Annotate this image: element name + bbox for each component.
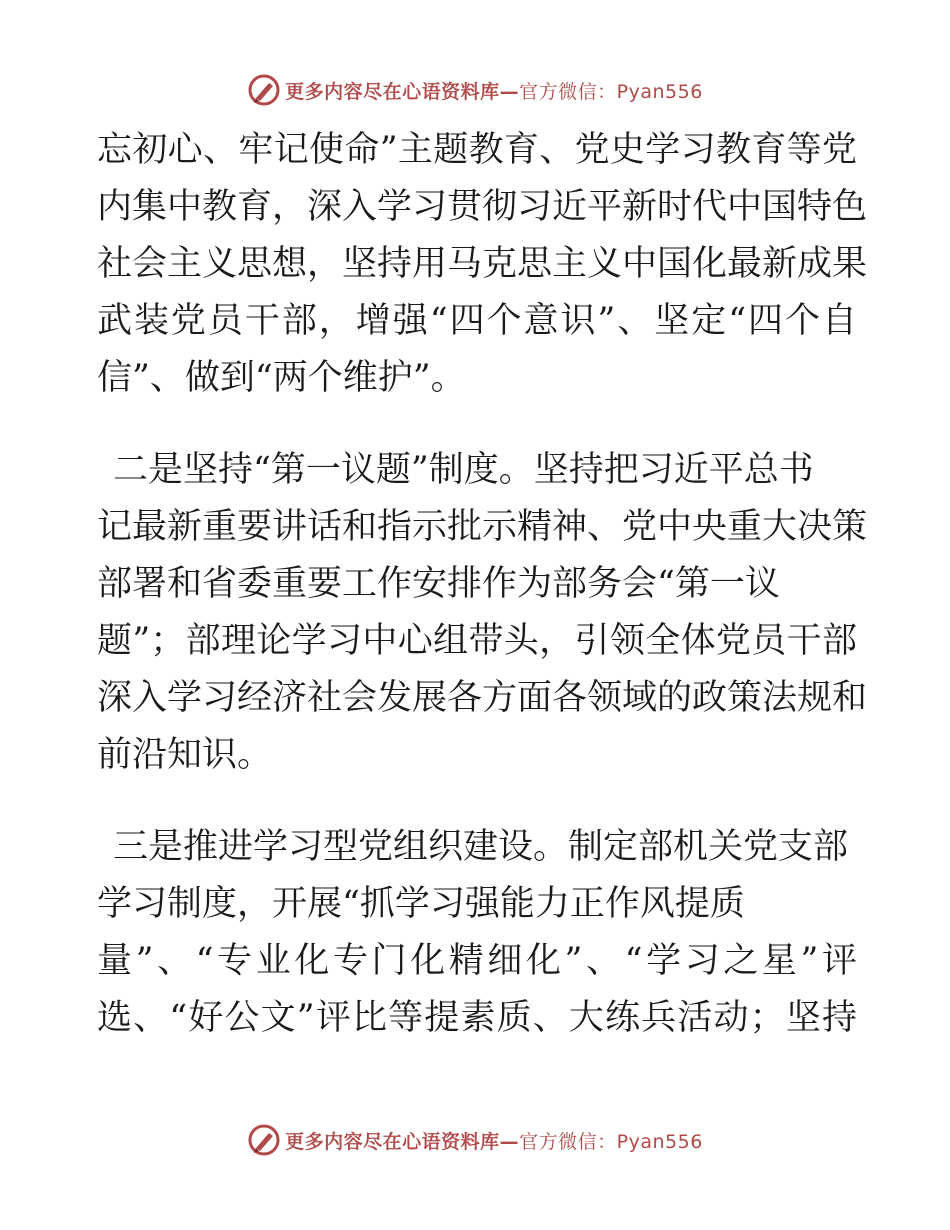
text-line: 记最新重要讲话和指示批示精神、党中央重大决策 (97, 507, 868, 547)
text-line: 前沿知识。 (97, 735, 273, 775)
paragraph-2 (97, 442, 868, 784)
header-banner-separator: — (499, 80, 520, 103)
text-line: 二是坚持“第一议题”制度。坚持把习近平总书 (113, 450, 814, 490)
text-line: 量”、“专业化专门化精细化”、“学习之星”评 (97, 941, 857, 981)
footer-banner-text (285, 1127, 703, 1154)
text-line: 题”；部理论学习中心组带头，引领全体党员干部 (97, 621, 857, 661)
footer-banner-contact: 官方微信：Pyan556 (519, 1130, 703, 1153)
pen-logo-icon (247, 73, 281, 107)
footer-banner-title: 更多内容尽在心语资料库 (285, 1130, 500, 1153)
text-line: 社会主义思想，坚持用马克思主义中国化最新成果 (97, 244, 868, 284)
footer-banner (0, 1120, 950, 1160)
text-line: 武装党员干部，增强“四个意识”、坚定“四个自 (97, 301, 857, 341)
text-line: 信”、做到“两个维护”。 (97, 358, 466, 398)
header-banner-contact: 官方微信：Pyan556 (519, 80, 703, 103)
document-body (97, 122, 868, 1047)
text-line: 三是推进学习型党组织建设。制定部机关党支部 (113, 827, 849, 867)
header-banner-text (285, 77, 703, 104)
text-line: 内集中教育，深入学习贯彻习近平新时代中国特色 (97, 187, 868, 227)
text-line: 忘初心、牢记使命”主题教育、党史学习教育等党 (97, 130, 857, 170)
header-banner (0, 70, 950, 110)
text-line: 学习制度，开展“抓学习强能力正作风提质 (97, 884, 745, 924)
paragraph-1 (97, 122, 868, 407)
footer-banner-separator: — (499, 1130, 520, 1153)
paragraph-3 (97, 819, 857, 1047)
pen-logo-icon (247, 1123, 281, 1157)
text-line: 选、“好公文”评比等提素质、大练兵活动；坚持 (97, 998, 857, 1038)
text-line: 部署和省委重要工作安排作为部务会“第一议 (97, 564, 780, 604)
text-line: 深入学习经济社会发展各方面各领域的政策法规和 (97, 678, 868, 718)
header-banner-title: 更多内容尽在心语资料库 (285, 80, 500, 103)
